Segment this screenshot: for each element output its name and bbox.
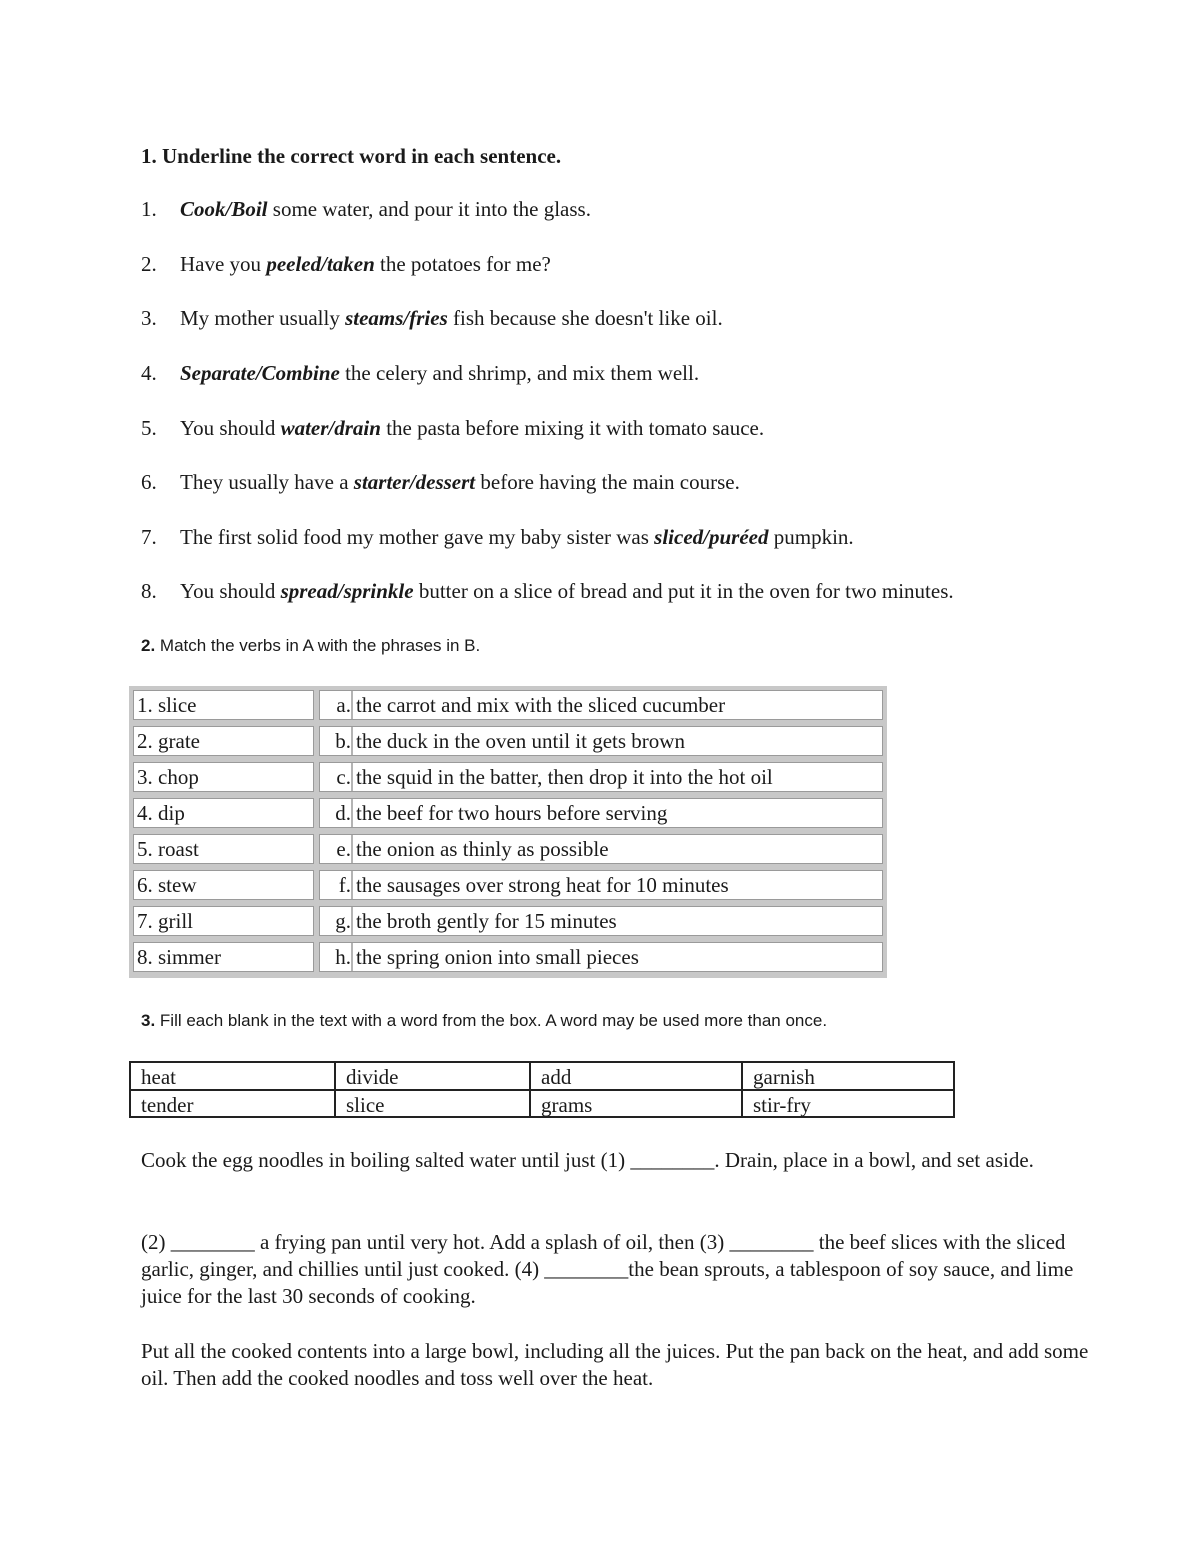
word-box-divider <box>741 1063 743 1116</box>
verb-cell: 1. slice <box>133 690 314 720</box>
cell-divider <box>351 762 353 792</box>
word-box-cell: slice <box>346 1093 385 1117</box>
phrase-letter: a. <box>336 693 351 717</box>
phrase-cell <box>319 798 883 828</box>
word-box-cell: divide <box>346 1065 399 1089</box>
phrase-text: the sausages over strong heat for 10 minutes <box>356 873 729 897</box>
match-row <box>133 726 883 756</box>
word-choice[interactable]: Separate/Combine <box>180 361 340 385</box>
word-choice[interactable]: steams/fries <box>345 306 448 330</box>
phrase-text: the spring onion into small pieces <box>356 945 639 969</box>
word-box-cell: tender <box>141 1093 194 1117</box>
sentence-post: butter on a slice of bread and put it in the oven for two minutes. <box>413 579 954 603</box>
sentence-text <box>180 252 551 277</box>
sentence-number: 2. <box>141 252 157 276</box>
match-row <box>133 798 883 828</box>
phrase-text: the duck in the oven until it gets brown <box>356 729 685 753</box>
sentence-number: 6. <box>141 470 157 494</box>
sentence-number: 1. <box>141 197 157 221</box>
sentence-text <box>180 361 699 386</box>
cell-divider <box>351 834 353 864</box>
sentence-number: 5. <box>141 416 157 440</box>
sentence-text <box>180 579 954 604</box>
cell-divider <box>351 906 353 936</box>
sentence-text <box>180 470 740 495</box>
match-row <box>133 690 883 720</box>
section3-heading <box>141 1011 827 1031</box>
sentence-number: 8. <box>141 579 157 603</box>
verb-cell: 6. stew <box>133 870 314 900</box>
word-choice[interactable]: peeled/taken <box>266 252 375 276</box>
sentence-number: 7. <box>141 525 157 549</box>
section2-heading-text: Match the verbs in A with the phrases in B. <box>155 636 481 655</box>
paragraph-1: Cook the egg noodles in boiling salted water until just (1) ________. Drain, place in a bowl, and set aside. <box>141 1148 1034 1172</box>
match-row <box>133 870 883 900</box>
section2-heading-number: 2. <box>141 636 156 655</box>
word-box-cell: stir-fry <box>753 1093 811 1117</box>
match-row <box>133 906 883 936</box>
phrase-letter: d. <box>335 801 351 825</box>
cell-divider <box>351 690 353 720</box>
cell-divider <box>351 942 353 972</box>
phrase-cell <box>319 834 883 864</box>
section2-heading <box>141 636 480 656</box>
word-choice[interactable]: sliced/puréed <box>654 525 769 549</box>
match-table <box>129 686 887 978</box>
paragraph-2: (2) ________ a frying pan until very hot. Add a splash of oil, then (3) ________ the beef slices with the sliced garlic, ginger, and chillies until just cooked. (4) ________the bean sprouts, a tablespoon of soy sauce, and lime juice for the last 30 seconds of cooking. <box>141 1230 1074 1308</box>
phrase-cell <box>319 690 883 720</box>
sentence-text <box>180 197 591 222</box>
phrase-cell <box>319 906 883 936</box>
word-box-divider <box>334 1063 336 1116</box>
sentence-pre: They usually have a <box>180 470 354 494</box>
match-row <box>133 942 883 972</box>
match-row <box>133 834 883 864</box>
section3-heading-text: Fill each blank in the text with a word from the box. A word may be used more than once. <box>155 1011 828 1030</box>
word-choice[interactable]: starter/dessert <box>353 470 476 494</box>
sentence-post: the celery and shrimp, and mix them well. <box>339 361 700 385</box>
sentence-number: 4. <box>141 361 157 385</box>
cell-divider <box>351 726 353 756</box>
verb-cell: 3. chop <box>133 762 314 792</box>
phrase-letter: c. <box>336 765 351 789</box>
cell-divider <box>351 870 353 900</box>
phrase-letter: f. <box>338 873 351 897</box>
sentence-text <box>180 306 723 331</box>
sentence-pre: You should <box>180 416 281 440</box>
word-choice[interactable]: water/drain <box>280 416 381 440</box>
sentence-pre: My mother usually <box>180 306 346 330</box>
phrase-cell <box>319 726 883 756</box>
match-row <box>133 762 883 792</box>
phrase-letter: e. <box>336 837 351 861</box>
cell-divider <box>351 798 353 828</box>
verb-cell: 5. roast <box>133 834 314 864</box>
word-box-row <box>131 1091 953 1118</box>
sentence-post: some water, and pour it into the glass. <box>267 197 591 221</box>
sentence-post: the potatoes for me? <box>374 252 551 276</box>
section1-heading: 1. Underline the correct word in each sentence. <box>141 144 562 168</box>
word-box-divider <box>529 1063 531 1116</box>
word-box <box>129 1061 955 1118</box>
verb-cell: 2. grate <box>133 726 314 756</box>
sentence-post: fish because she doesn't like oil. <box>447 306 723 330</box>
sentence-pre: The first solid food my mother gave my baby sister was <box>180 525 655 549</box>
section3-heading-number: 3. <box>141 1011 156 1030</box>
sentence-post: pumpkin. <box>768 525 854 549</box>
paragraph-3: Put all the cooked contents into a large bowl, including all the juices. Put the pan back on the heat, and add some oil. Then add the cooked noodles and toss well over the heat. <box>141 1339 1089 1390</box>
sentence-text <box>180 416 764 441</box>
phrase-letter: h. <box>335 945 351 969</box>
word-choice[interactable]: Cook/Boil <box>180 197 268 221</box>
sentence-number: 3. <box>141 306 157 330</box>
phrase-cell <box>319 870 883 900</box>
word-box-cell: add <box>541 1065 572 1089</box>
sentence-pre: You should <box>180 579 281 603</box>
phrase-text: the squid in the batter, then drop it into the hot oil <box>356 765 773 789</box>
word-box-cell: heat <box>141 1065 176 1089</box>
verb-cell: 8. simmer <box>133 942 314 972</box>
word-box-row <box>131 1063 953 1090</box>
word-choice[interactable]: spread/sprinkle <box>280 579 414 603</box>
phrase-cell <box>319 762 883 792</box>
phrase-text: the carrot and mix with the sliced cucumber <box>356 693 726 717</box>
sentence-post: before having the main course. <box>475 470 740 494</box>
word-box-cell: garnish <box>753 1065 815 1089</box>
phrase-text: the broth gently for 15 minutes <box>356 909 617 933</box>
word-box-divider <box>131 1089 953 1091</box>
phrase-text: the beef for two hours before serving <box>356 801 668 825</box>
phrase-letter: b. <box>335 729 351 753</box>
sentence-post: the pasta before mixing it with tomato sauce. <box>380 416 765 440</box>
phrase-cell <box>319 942 883 972</box>
verb-cell: 4. dip <box>133 798 314 828</box>
sentence-text <box>180 525 854 550</box>
sentence-pre: Have you <box>180 252 267 276</box>
phrase-letter: g. <box>335 909 351 933</box>
phrase-text: the onion as thinly as possible <box>356 837 609 861</box>
word-box-cell: grams <box>541 1093 593 1117</box>
verb-cell: 7. grill <box>133 906 314 936</box>
